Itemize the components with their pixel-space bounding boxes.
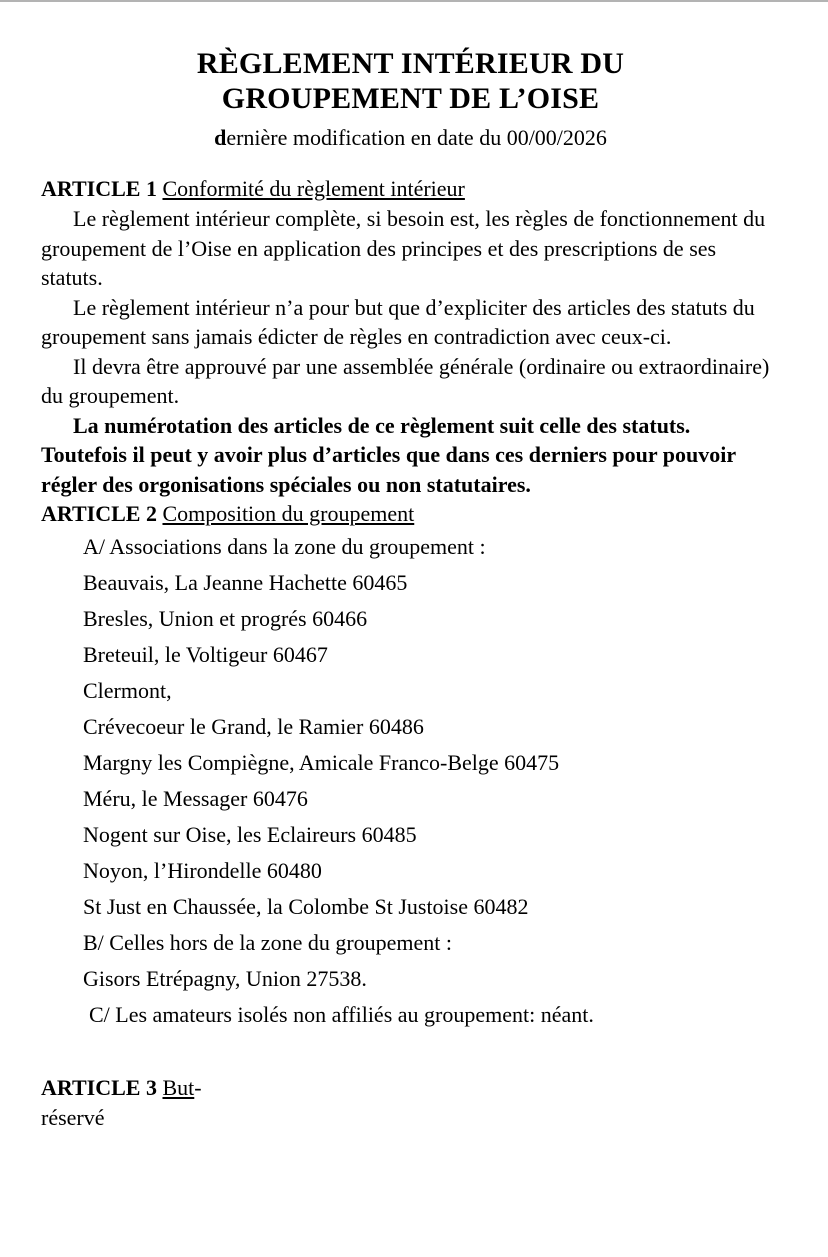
- list-item: Méru, le Messager 60476: [83, 786, 308, 811]
- document-subtitle-rest: ernière modification en date du 00/00/2026: [226, 125, 607, 150]
- article-3-suffix: -: [194, 1075, 202, 1100]
- title-body-spacer: [41, 152, 780, 174]
- list-item: Clermont,: [83, 678, 172, 703]
- article-1-heading: [41, 174, 780, 204]
- list-item: Bresles, Union et progrés 60466: [83, 606, 368, 631]
- document-subtitle-lead: d: [214, 125, 227, 150]
- article-3-label: ARTICLE 3: [41, 1075, 157, 1100]
- article-3-title: But: [162, 1075, 195, 1100]
- article-2-label: ARTICLE 2: [41, 501, 157, 526]
- list-item: Margny les Compiègne, Amicale Franco-Belge 60475: [83, 750, 560, 775]
- list-item: Nogent sur Oise, les Eclaireurs 60485: [83, 822, 417, 847]
- section-a-heading: A/ Associations dans la zone du groupement :: [83, 534, 486, 559]
- document-title-line-1: RÈGLEMENT INTÉRIEUR DU: [196, 47, 625, 80]
- list-item: Gisors Etrépagny, Union 27538.: [83, 966, 367, 991]
- section-c-line: C/ Les amateurs isolés non affiliés au groupement: néant.: [89, 1002, 594, 1027]
- article-1-title: Conformité du règlement intérieur: [162, 176, 465, 201]
- section-b-heading: B/ Celles hors de la zone du groupement :: [83, 930, 453, 955]
- document-subtitle: [41, 124, 780, 152]
- list-item: Beauvais, La Jeanne Hachette 60465: [83, 570, 408, 595]
- article-1-bold-paragraph: La numérotation des articles de ce règlement suit celle des statuts. Toutefois il peut y avoir plus d’articles que dans ces derniers pour pouvoir régler des orgonisations spéciales ou non statutaires.: [41, 412, 736, 497]
- document-content: [0, 2, 828, 1133]
- article-2-title: Composition du groupement: [162, 501, 415, 526]
- article-1-paragraph-2: Le règlement intérieur n’a pour but que d’expliciter des articles des statuts du groupement sans jamais édicter de règles en contradiction avec ceux-ci.: [41, 294, 755, 349]
- list-item: Noyon, l’Hirondelle 60480: [83, 858, 322, 883]
- list-item: St Just en Chaussée, la Colombe St Justoise 60482: [83, 894, 529, 919]
- article-1-label: ARTICLE 1: [41, 176, 157, 201]
- article-2-heading: [41, 499, 780, 529]
- list-item: Crévecoeur le Grand, le Ramier 60486: [83, 714, 424, 739]
- document-title: [131, 46, 691, 116]
- article-3-body: réservé: [41, 1105, 105, 1130]
- article-3-heading: [41, 1073, 780, 1103]
- document-title-line-2: GROUPEMENT DE L’OISE: [221, 82, 600, 115]
- article-1-paragraph-3: Il devra être approuvé par une assemblée générale (ordinaire ou extraordinaire) du groupement.: [41, 353, 770, 408]
- article-3-spacer: [41, 1033, 780, 1073]
- article-1-paragraph-1: Le règlement intérieur complète, si besoin est, les règles de fonctionnement du groupement de l’Oise en application des principes et des prescriptions de ses statuts.: [41, 206, 766, 290]
- list-item: Breteuil, le Voltigeur 60467: [83, 642, 328, 667]
